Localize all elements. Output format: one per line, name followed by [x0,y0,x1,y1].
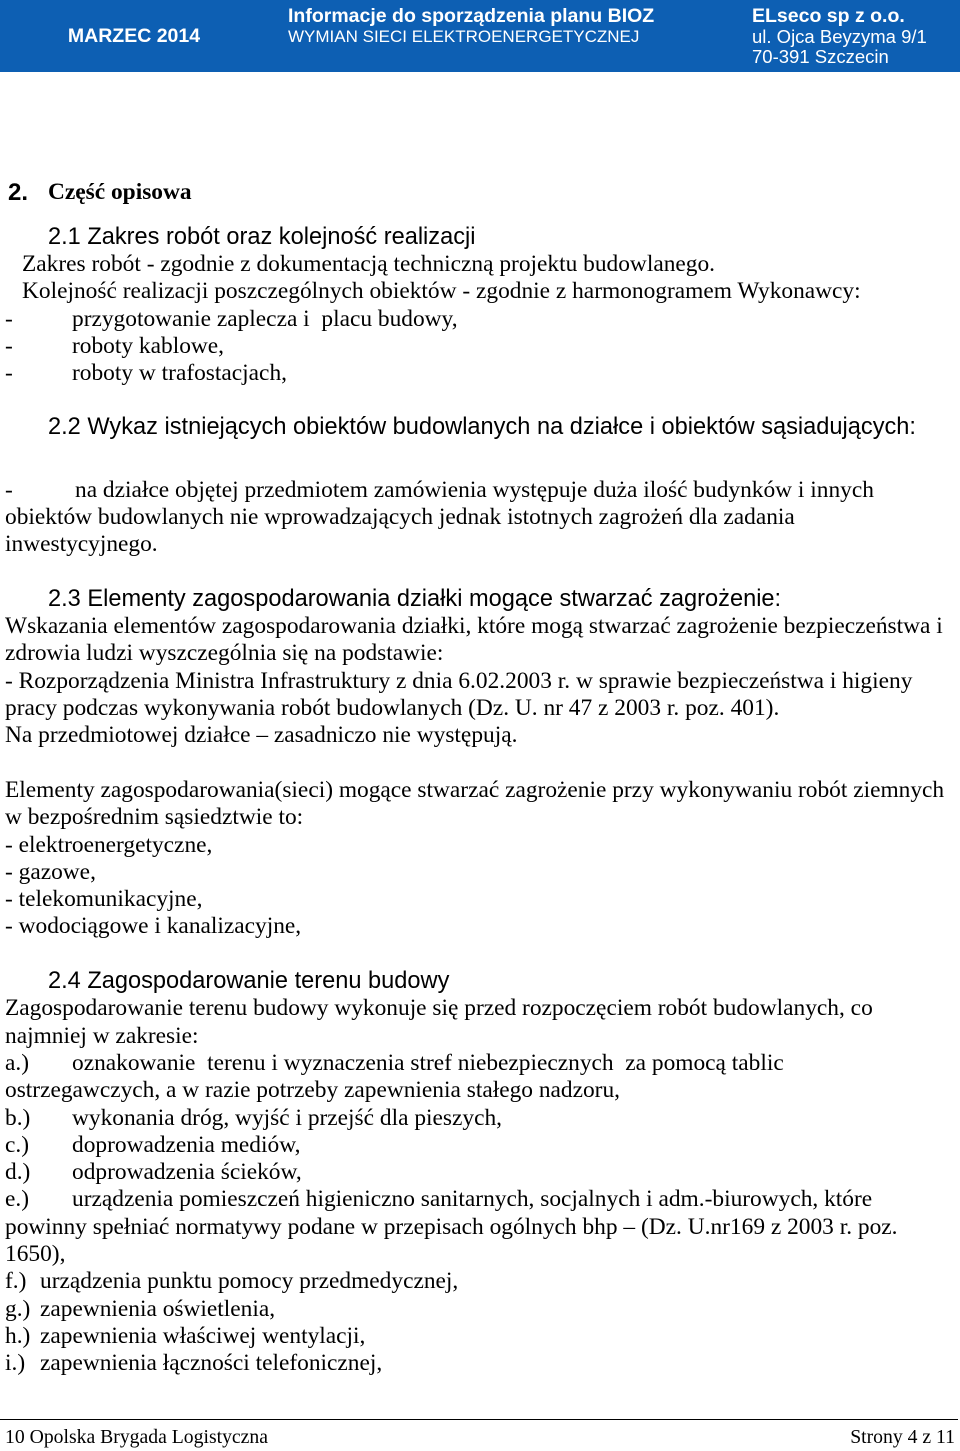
list-item: - elektroenergetyczne, [5,832,213,858]
paragraph-line: - Rozporządzenia Ministra Infrastruktury z dnia 6.02.2003 r. w sprawie bezpieczeństwa i higieny [5,668,913,694]
section-2-1-heading: 2.1 Zakres robót oraz kolejność realizacji [48,224,476,250]
header-company: ELseco sp z o.o. [752,5,905,27]
list-item-text: obiektów budowlanych nie wprowadzających jednak istotnych zagrożeń dla zadania [5,504,795,530]
section-2-4-heading: 2.4 Zagospodarowanie terenu budowy [48,968,450,994]
chapter-title: Część opisowa [48,179,192,205]
list-item-text: urządzenia punktu pomocy przedmedycznej, [40,1268,459,1294]
list-item-text: ostrzegawczych, a w razie potrzeby zapewnienia stałego nadzoru, [5,1077,620,1103]
list-item-text: inwestycyjnego. [5,531,158,557]
paragraph-line: w bezpośrednim sąsiedztwie to: [5,804,304,830]
chapter-number: 2. [8,179,29,206]
list-item-text: oznakowanie terenu i wyznaczenia stref niebezpiecznych za pomocą tablic [72,1050,784,1076]
list-item-marker: - [5,306,13,332]
footer-page-number: Strony 4 z 11 [850,1426,955,1448]
list-item-text: odprowadzenia ścieków, [72,1159,302,1185]
header-subtitle: WYMIAN SIECI ELEKTROENERGETYCZNEJ [288,27,640,46]
paragraph-line: Zagospodarowanie terenu budowy wykonuje się przed rozpoczęciem robót budowlanych, co [5,995,873,1021]
section-2-2-heading: 2.2 Wykaz istniejących obiektów budowlanych na działce i obiektów sąsiadujących: [48,414,916,440]
paragraph-line: Wskazania elementów zagospodarowania działki, które mogą stwarzać zagrożenie bezpieczeństwa i [5,613,943,639]
list-item-marker: - [5,477,13,503]
paragraph-line: Elementy zagospodarowania(sieci) mogące stwarzać zagrożenie przy wykonywaniu robót ziemnych [5,777,945,803]
list-item-marker: i.) [5,1350,26,1376]
footer-organization: 10 Opolska Brygada Logistyczna [5,1426,268,1448]
header-address-street: ul. Ojca Beyzyma 9/1 [752,26,927,47]
paragraph-line: pracy podczas wykonywania robót budowlanych (Dz. U. nr 47 z 2003 r. poz. 401). [5,695,780,721]
footer-rule [0,1419,958,1420]
list-item-text: na działce objętej przedmiotem zamówienia występuje duża ilość budynków i innych [75,477,874,503]
section-2-3-heading: 2.3 Elementy zagospodarowania działki mogące stwarzać zagrożenie: [48,586,782,612]
list-item-marker: e.) [5,1186,30,1212]
header-date: MARZEC 2014 [67,25,201,47]
paragraph-line: najmniej w zakresie: [5,1023,199,1049]
header-address-city: 70-391 Szczecin [752,46,889,67]
list-item-text: zapewnienia oświetlenia, [40,1296,276,1322]
list-item-text: doprowadzenia mediów, [72,1132,301,1158]
list-item: - gazowe, [5,859,96,885]
header-bar [0,0,960,72]
header-title: Informacje do sporządzenia planu BIOZ [288,5,655,27]
list-item-marker: g.) [5,1296,31,1322]
list-item-marker: c.) [5,1132,30,1158]
list-item-text: 1650), [5,1241,66,1267]
list-item-marker: h.) [5,1323,31,1349]
list-item-text: roboty w trafostacjach, [72,360,287,386]
list-item-marker: - [5,333,13,359]
list-item-marker: a.) [5,1050,30,1076]
list-item-text: zapewnienia łączności telefonicznej, [40,1350,383,1376]
list-item-text: roboty kablowe, [72,333,225,359]
list-item: - telekomunikacyjne, [5,886,203,912]
list-item-marker: - [5,360,13,386]
list-item-marker: d.) [5,1159,31,1185]
list-item: - wodociągowe i kanalizacyjne, [5,913,302,939]
list-item-text: zapewnienia właściwej wentylacji, [40,1323,366,1349]
paragraph-line: zdrowia ludzi wyszczególnia się na podstawie: [5,640,444,666]
paragraph-line: Zakres robót - zgodnie z dokumentacją techniczną projektu budowlanego. [22,251,716,277]
paragraph-line: Na przedmiotowej działce – zasadniczo nie występują. [5,722,518,748]
list-item-marker: b.) [5,1105,31,1131]
paragraph-line: Kolejność realizacji poszczególnych obiektów - zgodnie z harmonogramem Wykonawcy: [22,278,861,304]
list-item-text: przygotowanie zaplecza i placu budowy, [72,306,458,332]
list-item-text: wykonania dróg, wyjść i przejść dla pieszych, [72,1105,502,1131]
list-item-marker: f.) [5,1268,27,1294]
list-item-text: urządzenia pomieszczeń higieniczno sanitarnych, socjalnych i adm.-biurowych, które [72,1186,873,1212]
list-item-text: powinny spełniać normatywy podane w przepisach ogólnych bhp – (Dz. U.nr169 z 2003 r. poz. [5,1214,898,1240]
